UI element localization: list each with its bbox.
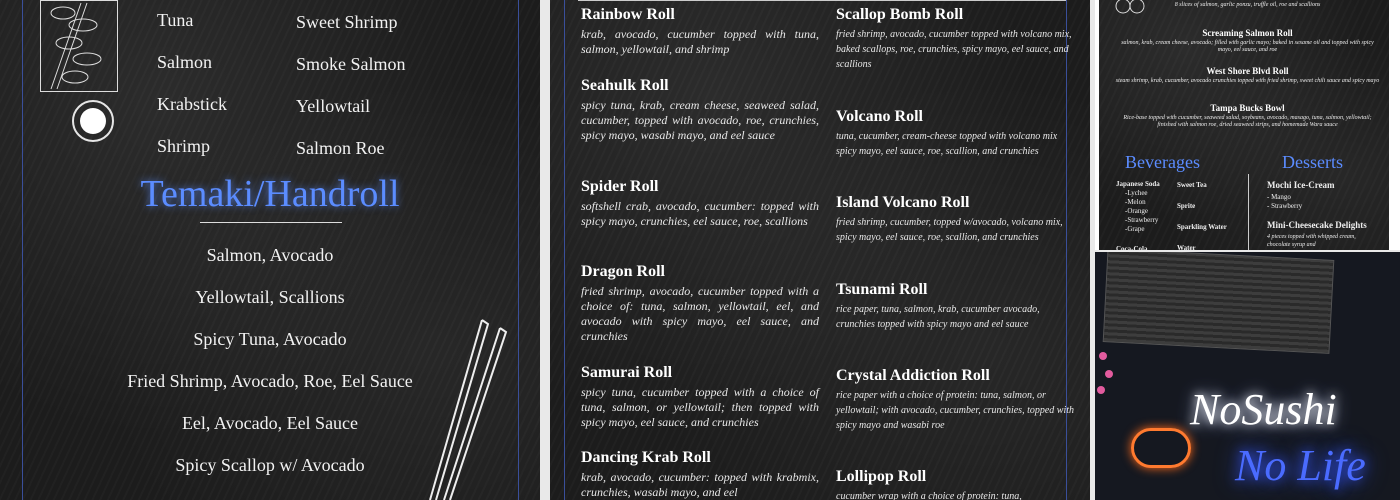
neon-sign-line1: NoSushi bbox=[1190, 385, 1337, 434]
roll-description: krab, avocado, cucumber: topped with krabmix, crunchies, wasabi mayo, and eel bbox=[581, 470, 819, 499]
filling-item: Smoke Salmon bbox=[296, 54, 406, 74]
menu-board-photo bbox=[1103, 252, 1335, 354]
roll-description: spicy tuna, cucumber topped with a choice of tuna, salmon, or yellowtail; then topped with spicy mayo, eel sauce, and crunchies bbox=[581, 385, 819, 429]
menu-page-specialty-rolls bbox=[550, 0, 1090, 500]
drink-item: Water bbox=[1177, 244, 1196, 250]
roll-description: cucumber wrap with a choice of protein: tuna, bbox=[836, 491, 1022, 500]
roll-description: fried shrimp, avocado, cucumber topped with volcano mix, baked scallops, roe, crunchies, spicy mayo, eel sauce, and scallions bbox=[836, 29, 1072, 70]
item-title: Tampa Bucks Bowl bbox=[1210, 103, 1285, 113]
handroll-item: Spicy Tuna, Avocado bbox=[193, 329, 347, 349]
filling-item: Salmon bbox=[157, 52, 213, 72]
dessert-title: Mochi Ice-Cream bbox=[1267, 180, 1335, 190]
roll-item bbox=[836, 281, 1074, 332]
roll-name: Spider Roll bbox=[581, 178, 659, 195]
roll-name: Samurai Roll bbox=[581, 364, 673, 381]
filling-item: Shrimp bbox=[157, 136, 211, 156]
desserts-title: Desserts bbox=[1282, 152, 1343, 172]
soda-flavor: -Strawberry bbox=[1125, 216, 1159, 224]
soda-flavor: -Melon bbox=[1125, 198, 1146, 206]
roll-name: Dancing Krab Roll bbox=[581, 449, 711, 466]
dessert-flavor: - Mango bbox=[1267, 193, 1291, 201]
handroll-item: Fried Shrimp, Avocado, Roe, Eel Sauce bbox=[127, 371, 413, 391]
filling-item: Krabstick bbox=[157, 94, 227, 114]
beverages-title: Beverages bbox=[1125, 152, 1200, 172]
roll-item bbox=[581, 449, 819, 500]
roll-name: Scallop Bomb Roll bbox=[836, 6, 964, 23]
soda-flavor: -Grape bbox=[1125, 225, 1145, 233]
temaki-section-title: Temaki/Handroll bbox=[140, 173, 400, 215]
roll-description: tuna, cucumber, cream-cheese topped with volcano mix spicy mayo, eel sauce, roe, scallion, and crunchies bbox=[836, 131, 1058, 157]
roll-description: rice paper, tuna, salmon, krab, cucumber avocado, crunchies topped with spicy mayo and eel sauce bbox=[836, 304, 1040, 330]
title-divider bbox=[200, 222, 342, 223]
sushi-platter-illustration bbox=[40, 0, 118, 92]
menu-page-temaki bbox=[0, 0, 540, 500]
soda-flavor: -Lychee bbox=[1125, 189, 1148, 197]
roll-description: softshell crab, avocado, cucumber: topped with spicy mayo, crunchies, eel sauce, roe, scallions bbox=[581, 199, 819, 228]
item-description: salmon, krab, cream cheese, avocado; filled with garlic mayo; baked in sesame oil and topped with spicy mayo, eel sauce, and roe bbox=[1121, 40, 1374, 53]
roll-description: fried shrimp, avocado, cucumber topped with a choice of: tuna, salmon, yellowtail, eel, and avocado with spicy mayo, eel sauce, and crunchies bbox=[581, 284, 819, 343]
roll-item bbox=[581, 364, 819, 430]
item-description: steam shrimp, krab, cucumber, avocado crunchies topped with fried shrimp, sweet chili sauce and spicy mayo bbox=[1115, 78, 1380, 84]
roll-description: fried shrimp, cucumber, topped w/avocado, volcano mix, spicy mayo, eel sauce, roe, scallion, and crunchies bbox=[836, 217, 1063, 243]
roll-description: spicy tuna, krab, cream cheese, seaweed salad, cucumber, topped with avocado, roe, crunchies, spicy mayo, wasabi mayo, and eel sauce bbox=[581, 98, 819, 142]
roll-description: rice paper with a choice of protein: tuna, salmon, or yellowtail; with avocado, cucumber, crunchies, topped with spicy mayo and wasabi roe bbox=[836, 390, 1075, 431]
soy-sauce-dish-icon bbox=[72, 100, 114, 142]
handroll-item: Spicy Scallop w/ Avocado bbox=[175, 455, 365, 475]
handroll-item: Yellowtail, Scallions bbox=[195, 287, 345, 307]
filling-item: Sweet Shrimp bbox=[296, 12, 398, 32]
dessert-description: 4 pieces topped with whipped cream, chocolate syrup and bbox=[1267, 234, 1356, 248]
japanese-soda-label: Japanese Soda bbox=[1116, 180, 1160, 188]
page-border-left bbox=[564, 0, 565, 500]
roll-name: Crystal Addiction Roll bbox=[836, 367, 990, 384]
roll-name: Tsunami Roll bbox=[836, 281, 928, 298]
roll-name: Lollipop Roll bbox=[836, 468, 927, 485]
roll-item bbox=[836, 468, 1074, 500]
item-title: Screaming Salmon Roll bbox=[1202, 28, 1293, 38]
roll-item bbox=[836, 6, 1074, 72]
roll-item bbox=[581, 6, 819, 57]
roll-name: Seahulk Roll bbox=[581, 77, 669, 94]
top-rule bbox=[578, 0, 1066, 1]
drink-item: Sweet Tea bbox=[1177, 181, 1207, 189]
roll-item bbox=[836, 108, 1074, 159]
filling-item: Tuna bbox=[157, 10, 194, 30]
roll-item bbox=[836, 367, 1074, 433]
drink-item: Coca-Cola bbox=[1116, 245, 1148, 250]
roll-item bbox=[581, 263, 819, 344]
handroll-item: Salmon, Avocado bbox=[206, 245, 334, 265]
dessert-title: Mini-Cheesecake Delights bbox=[1267, 220, 1367, 230]
roll-name: Rainbow Roll bbox=[581, 6, 675, 23]
flower-decoration bbox=[1099, 352, 1107, 360]
filling-item: Yellowtail bbox=[296, 96, 371, 116]
item-description: Rice-base topped with cucumber, seaweed salad, soybeans, avocado, masago, tuna, salmon, yellowtail; finished with salmon roe, dried seaweed strips, and homemade Wara sauce bbox=[1123, 115, 1372, 128]
filling-item: Salmon Roe bbox=[296, 138, 385, 158]
drink-item: Sprite bbox=[1177, 202, 1196, 210]
roll-description: krab, avocado, cucumber topped with tuna, salmon, yellowtail, and shrimp bbox=[581, 27, 819, 56]
column-divider bbox=[1248, 174, 1249, 250]
roll-item bbox=[581, 77, 819, 143]
roll-item bbox=[581, 178, 819, 229]
item-description: 8 slices of salmon, garlic ponzu, truffle oil, roe and scallions bbox=[1174, 2, 1321, 8]
dessert-flavor: - Strawberry bbox=[1267, 202, 1303, 210]
roll-item bbox=[836, 194, 1074, 245]
handroll-item: Eel, Avocado, Eel Sauce bbox=[181, 413, 359, 433]
drink-item: Sparkling Water bbox=[1177, 223, 1227, 231]
neon-sign-line2: No Life bbox=[1235, 441, 1366, 490]
neon-sushi-icon bbox=[1131, 428, 1191, 468]
neon-sign-photo bbox=[1095, 252, 1400, 500]
chopsticks-icon bbox=[420, 318, 520, 500]
roll-name: Island Volcano Roll bbox=[836, 194, 970, 211]
flower-decoration bbox=[1105, 370, 1113, 378]
soda-flavor: -Orange bbox=[1125, 207, 1148, 215]
item-title: West Shore Blvd Roll bbox=[1206, 66, 1289, 76]
roll-name: Dragon Roll bbox=[581, 263, 665, 280]
roll-name: Volcano Roll bbox=[836, 108, 923, 125]
flower-decoration bbox=[1097, 386, 1105, 394]
